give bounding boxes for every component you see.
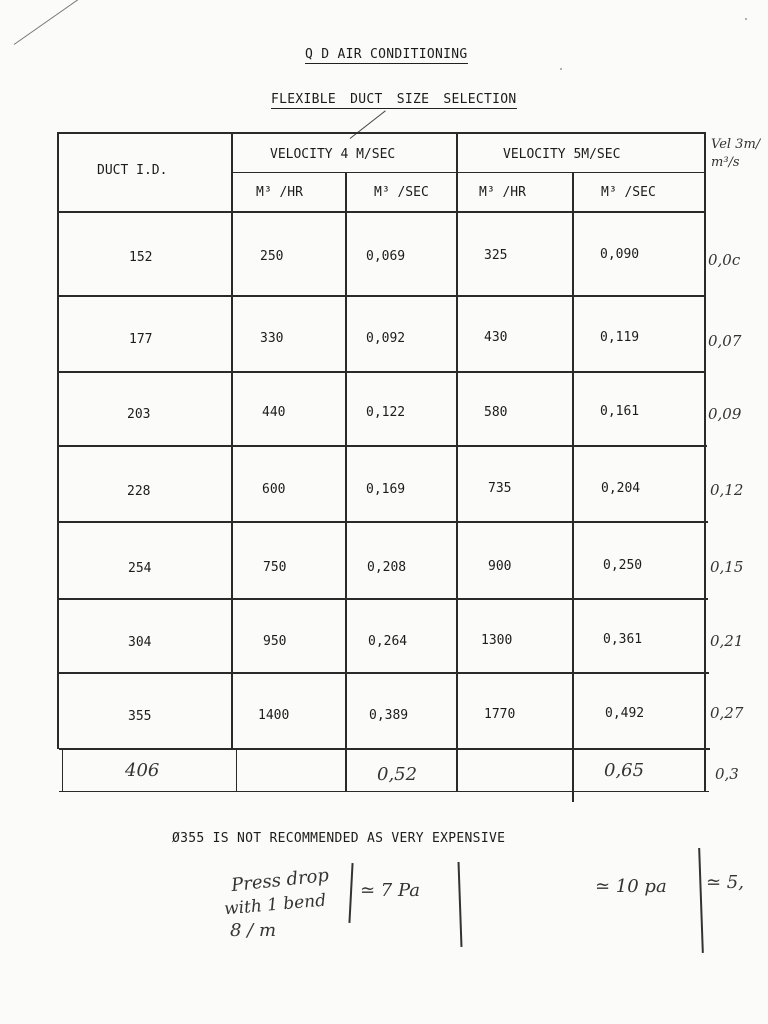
pointer-line xyxy=(350,110,386,138)
cell-m3sec-4: 0,169 xyxy=(366,482,406,497)
cell-duct-id: 152 xyxy=(129,250,153,265)
table-rule xyxy=(704,132,706,792)
hand-cell-m3sec-4: 0,52 xyxy=(377,764,418,785)
margin-header: Vel 3m/ m³/s xyxy=(711,137,761,170)
cell-duct-id: 304 xyxy=(128,635,152,650)
cell-m3hr-5: 1300 xyxy=(481,633,513,648)
table-rule xyxy=(456,132,458,792)
cell-m3hr-4: 950 xyxy=(263,634,287,649)
hand-divider xyxy=(348,863,353,923)
table-rule xyxy=(236,749,237,792)
hand-cell-duct-id: 406 xyxy=(125,760,160,781)
scan-speck xyxy=(745,18,747,20)
table-rule xyxy=(59,521,708,523)
cell-m3hr-4: 250 xyxy=(260,249,284,264)
cell-duct-id: 355 xyxy=(128,709,152,724)
cell-m3hr-5: 325 xyxy=(484,248,508,263)
cell-m3hr-5: 1770 xyxy=(484,707,516,722)
cell-duct-id: 228 xyxy=(127,484,151,499)
cell-m3sec-4: 0,122 xyxy=(366,405,406,420)
cell-m3hr-5: 735 xyxy=(488,481,512,496)
cell-m3sec-4: 0,069 xyxy=(366,249,406,264)
cell-m3sec-5: 0,492 xyxy=(605,706,645,721)
margin-value: 0,15 xyxy=(710,558,744,576)
margin-value: 0,12 xyxy=(710,481,744,499)
hand-cell-m3sec-5: 0,65 xyxy=(604,760,645,781)
header-duct-id: DUCT I.D. xyxy=(97,163,168,178)
press-drop-3ms: ≃ 5, xyxy=(706,872,744,893)
cell-m3hr-5: 580 xyxy=(484,405,508,420)
subheader-m3hr-4: M³ /HR xyxy=(256,185,303,200)
press-drop-line3: 8 / m xyxy=(230,920,277,941)
cell-m3hr-4: 330 xyxy=(260,331,284,346)
cell-m3hr-4: 440 xyxy=(262,405,286,420)
table-rule xyxy=(232,172,704,173)
table-rule xyxy=(57,132,59,749)
cell-m3sec-5: 0,090 xyxy=(600,247,640,262)
cell-duct-id: 203 xyxy=(127,407,151,422)
table-rule xyxy=(57,295,706,297)
press-drop-line2: with 1 bend xyxy=(223,890,327,920)
margin-value: 0,0c xyxy=(708,251,741,269)
table-rule xyxy=(59,598,708,600)
table-rule xyxy=(59,748,710,750)
cell-m3hr-5: 430 xyxy=(484,330,508,345)
document-subtitle: FLEXIBLE DUCT SIZE SELECTION xyxy=(271,92,517,107)
table-rule xyxy=(231,132,233,749)
cell-m3sec-4: 0,389 xyxy=(369,708,409,723)
table-rule xyxy=(57,211,706,213)
cell-m3sec-5: 0,161 xyxy=(600,404,640,419)
cell-m3hr-4: 600 xyxy=(262,482,286,497)
margin-value: 0,21 xyxy=(710,632,744,650)
cell-duct-id: 254 xyxy=(128,561,152,576)
header-velocity-4: VELOCITY 4 M/SEC xyxy=(270,147,396,162)
cell-m3hr-4: 750 xyxy=(263,560,287,575)
table-rule xyxy=(58,371,706,373)
margin-value: 0,27 xyxy=(710,704,744,722)
table-rule xyxy=(59,672,709,674)
table-rule xyxy=(57,132,704,134)
margin-value: 0,3 xyxy=(715,765,739,783)
cell-m3hr-5: 900 xyxy=(488,559,512,574)
table-rule xyxy=(345,172,347,792)
scan-speck xyxy=(560,68,562,70)
cell-m3sec-5: 0,204 xyxy=(601,481,641,496)
recommendation-note: Ø355 IS NOT RECOMMENDED AS VERY EXPENSIVE xyxy=(172,831,506,846)
header-velocity-5: VELOCITY 5M/SEC xyxy=(503,147,621,162)
table-rule xyxy=(572,172,574,802)
subheader-m3hr-5: M³ /HR xyxy=(479,185,526,200)
hand-divider xyxy=(458,862,462,947)
cell-m3sec-4: 0,092 xyxy=(366,331,406,346)
cell-m3sec-5: 0,119 xyxy=(600,330,640,345)
cell-m3sec-5: 0,250 xyxy=(603,558,643,573)
table-rule xyxy=(62,749,63,792)
press-drop-line1: Press drop xyxy=(230,864,330,897)
cell-m3sec-4: 0,208 xyxy=(367,560,407,575)
scan-mark xyxy=(14,0,78,45)
press-drop-4ms: ≃ 7 Pa xyxy=(360,880,421,901)
hand-divider xyxy=(698,848,703,953)
subheader-m3sec-4: M³ /SEC xyxy=(374,185,429,200)
table-rule xyxy=(59,791,709,792)
margin-value: 0,09 xyxy=(708,405,742,423)
subheader-m3sec-5: M³ /SEC xyxy=(601,185,656,200)
document-title: Q D AIR CONDITIONING xyxy=(305,47,468,62)
press-drop-5ms: ≃ 10 pa xyxy=(595,876,667,897)
cell-m3hr-4: 1400 xyxy=(258,708,290,723)
cell-m3sec-4: 0,264 xyxy=(368,634,408,649)
margin-value: 0,07 xyxy=(708,332,742,350)
cell-m3sec-5: 0,361 xyxy=(603,632,643,647)
table-rule xyxy=(58,445,707,447)
cell-duct-id: 177 xyxy=(129,332,153,347)
